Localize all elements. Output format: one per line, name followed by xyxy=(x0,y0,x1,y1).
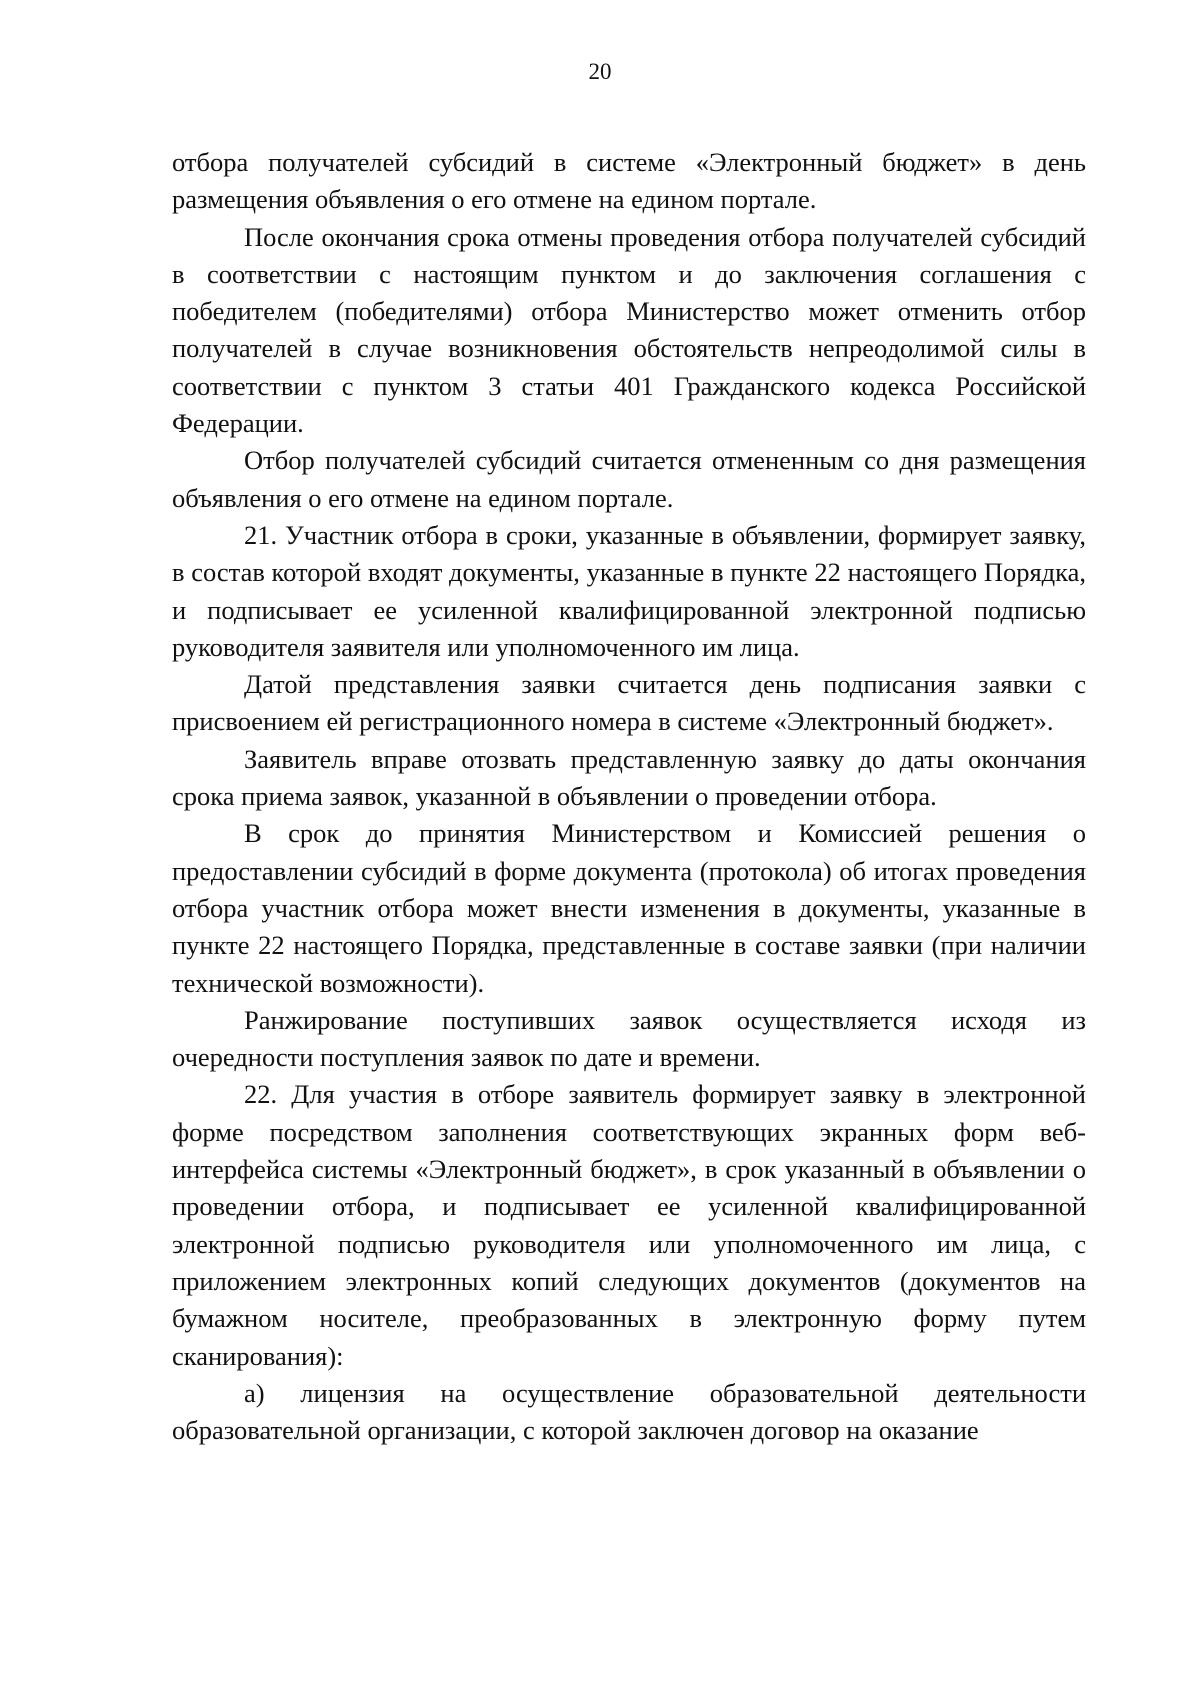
paragraph: Датой представления заявки считается день подписания заявки с присвоением ей регистрационного номера в системе «Электронный бюджет». xyxy=(172,669,1086,737)
paragraph: отбора получателей субсидий в системе «Электронный бюджет» в день размещения объявления о его отмене на едином портале. xyxy=(172,147,1086,215)
paragraph-subitem-a: а) лицензия на осуществление образовательной деятельности образовательной организации, с которой заключен договор на оказание xyxy=(172,1377,1086,1446)
page-number: 20 xyxy=(588,59,612,84)
paragraph-item-21: 21. Участник отбора в сроки, указанные в объявлении, формирует заявку, в состав которой входят документы, указанные в пункте 22 настоящего Порядка, и подписывает ее усиленной квалифицированной электронной подписью руководителя заявителя или уполномоченного им лица. xyxy=(172,519,1086,662)
paragraph: Отбор получателей субсидий считается отмененным со дня размещения объявления о его отмене на едином портале. xyxy=(172,445,1086,513)
paragraph: Ранжирование поступивших заявок осуществляется исходя из очередности поступления заявок по дате и времени. xyxy=(172,1004,1086,1073)
paragraph-item-22: 22. Для участия в отборе заявитель формирует заявку в электронной форме посредством заполнения соответствующих экранных форм веб-интерфейса системы «Электронный бюджет», в срок указанный в объявлении о проведении отбора, и подписывает ее усиленной квалифицированной электронной подписью руководителя или уполномоченного им лица, с приложением электронных копий следующих документов (документов на бумажном носителе, преобразованных в электронную форму путем сканирования): xyxy=(172,1079,1086,1371)
paragraph: В срок до принятия Министерством и Комиссией решения о предоставлении субсидий в форме документа (протокола) об итогах проведения отбора участник отбора может внести изменения в документы, указанные в пункте 22 настоящего Порядка, представленные в составе заявки (при наличии технической возможности). xyxy=(172,818,1086,998)
paragraph: Заявитель вправе отозвать представленную заявку до даты окончания срока приема заявок, указанной в объявлении о проведении отбора. xyxy=(172,743,1086,812)
document-body xyxy=(172,144,1086,1449)
paragraph: После окончания срока отмены проведения отбора получателей субсидий в соответствии с настоящим пунктом и до заключения соглашения с победителем (победителями) отбора Министерство может отменить отбор получателей в случае возникновения обстоятельств непреодолимой силы в соответствии с пунктом 3 статьи 401 Гражданского кодекса Российской Федерации. xyxy=(172,221,1086,439)
